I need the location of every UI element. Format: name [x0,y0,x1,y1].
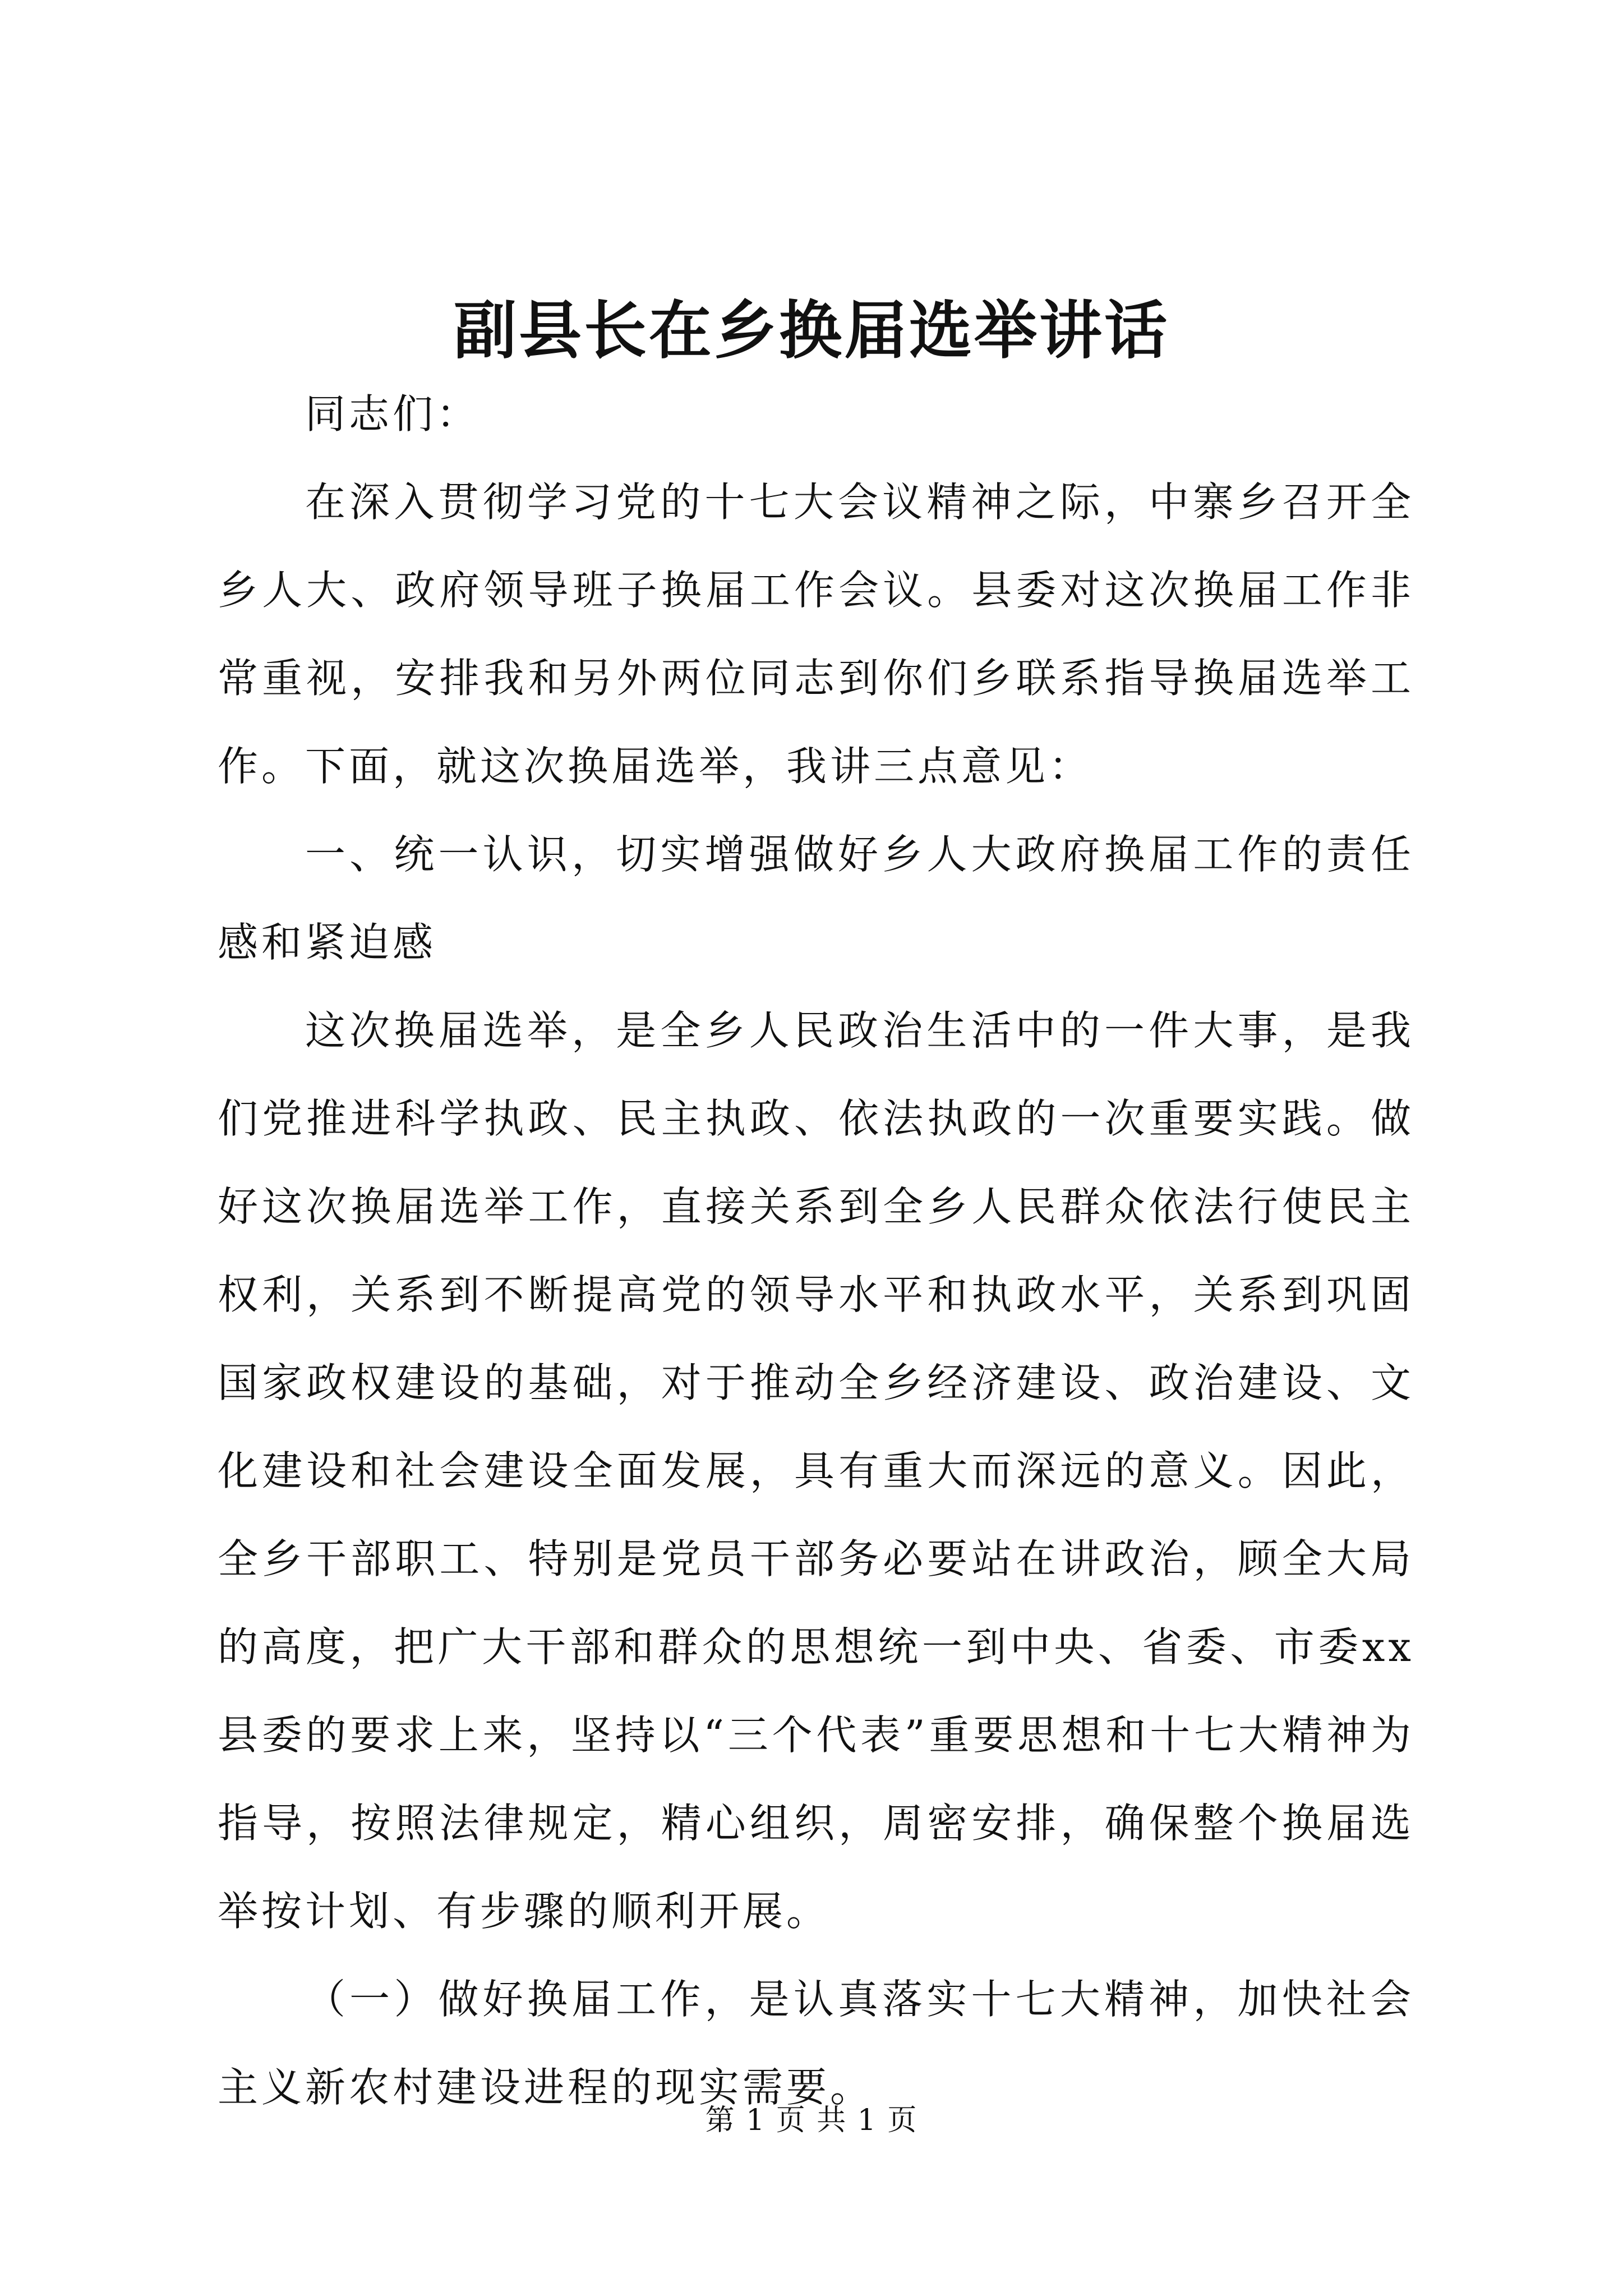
paragraph-section-1: 这次换届选举，是全乡人民政治生活中的一件大事，是我们党推进科学执政、民主执政、依法执政的一次重要实践。做好这次换届选举工作，直接关系到全乡人民群众依法行使民主权利，关系到不断提高党的领导水平和执政水平，关系到巩固国家政权建设的基础，对于推动全乡经济建设、政治建设、文化建设和社会建设全面发展，具有重大而深远的意义。因此，全乡干部职工、特别是党员干部务必要站在讲政治，顾全大局的高度，把广大干部和群众的思想统一到中央、省委、市委xx县委的要求上来，坚持以“三个代表”重要思想和十七大精神为指导，按照法律规定，精心组织，周密安排，确保整个换届选举按计划、有步骤的顺利开展。 [218,1007,1414,1935]
document-body [218,370,1414,2132]
document-title: 副县长在乡换届选举讲话 [454,294,1169,367]
page-footer: 第 1 页 共 1 页 [705,2104,918,2137]
subsection-heading-1: （一）做好换届工作，是认真落实十七大精神，加快社会主义新农村建设进程的现实需要。 [218,1976,1414,2111]
salutation: 同志们： [305,390,481,438]
paragraph-intro: 在深入贯彻学习党的十七大会议精神之际，中寨乡召开全乡人大、政府领导班子换届工作会议。县委对这次换届工作非常重视，安排我和另外两位同志到你们乡联系指导换届选举工作。下面，就这次换届选举，我讲三点意见： [218,478,1414,790]
section-heading-1: 一、统一认识，切实增强做好乡人大政府换届工作的责任感和紧迫感 [218,831,1414,966]
